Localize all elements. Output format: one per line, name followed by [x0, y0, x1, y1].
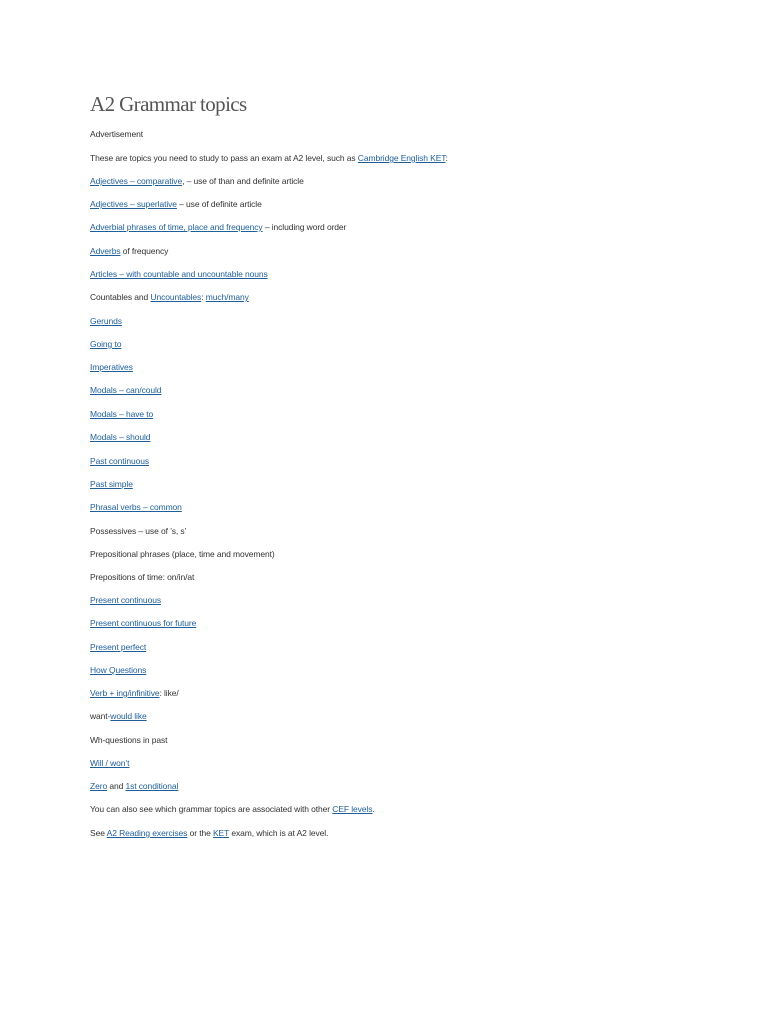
topic-link-much-many[interactable]: much/many	[205, 292, 249, 302]
intro-text: These are topics you need to study to pass an exam at A2 level, such as	[90, 153, 358, 163]
topic-separator: and	[107, 781, 126, 791]
topic-link-will-wont[interactable]: Will / won’t	[90, 758, 130, 768]
topic-item	[90, 781, 178, 792]
topic-item	[90, 456, 149, 467]
topic-link-adverbial-phrases[interactable]: Adverbial phrases of time, place and frequency	[90, 222, 263, 232]
topic-item	[90, 362, 133, 373]
topic-prefix: want-	[90, 711, 111, 721]
topic-item	[90, 618, 196, 629]
topic-item	[90, 711, 147, 722]
topic-link-how-questions[interactable]: How Questions	[90, 665, 147, 675]
see-paragraph	[90, 828, 328, 839]
topic-text-possessives: Possessives – use of ’s, s’	[90, 526, 187, 536]
topic-link-modals-should[interactable]: Modals – should	[90, 432, 151, 442]
topic-note: of frequency	[120, 246, 169, 256]
topic-link-would-like[interactable]: would like	[110, 711, 147, 721]
topic-item	[90, 549, 275, 560]
topic-link-uncountables[interactable]: Uncountables	[150, 292, 202, 302]
topic-link-adjectives-superlative[interactable]: Adjectives – superlative	[90, 199, 177, 209]
cef-text: You can also see which grammar topics are associated with other	[90, 804, 333, 814]
topic-item	[90, 385, 161, 396]
topic-note: , – use of than and definite article	[182, 176, 304, 186]
intro-suffix: :	[445, 153, 448, 163]
topic-item	[90, 409, 153, 420]
topic-item	[90, 642, 146, 653]
topic-link-modals-can-could[interactable]: Modals – can/could	[90, 385, 162, 395]
topic-separator: :	[201, 292, 206, 302]
topic-link-present-perfect[interactable]: Present perfect	[90, 642, 147, 652]
topic-link-past-simple[interactable]: Past simple	[90, 479, 133, 489]
topic-link-modals-have-to[interactable]: Modals – have to	[90, 409, 154, 419]
topic-text-wh-questions: Wh-questions in past	[90, 735, 168, 745]
see-suffix: exam, which is at A2 level.	[229, 828, 329, 838]
topic-item	[90, 316, 122, 327]
topic-item	[90, 176, 304, 187]
ket-link[interactable]: KET	[212, 828, 230, 838]
intro-paragraph	[90, 153, 448, 164]
topic-item	[90, 269, 268, 280]
topic-item	[90, 735, 167, 746]
topic-text-prepositional-phrases: Prepositional phrases (place, time and movement)	[90, 549, 275, 559]
topic-item	[90, 339, 121, 350]
a2-reading-link[interactable]: A2 Reading exercises	[106, 828, 188, 838]
topic-item	[90, 292, 249, 303]
topic-link-first-conditional[interactable]: 1st conditional	[125, 781, 179, 791]
topic-item	[90, 758, 129, 769]
cef-paragraph	[90, 804, 375, 815]
topic-prefix: Countables and	[90, 292, 151, 302]
topic-link-gerunds[interactable]: Gerunds	[90, 316, 122, 326]
topic-item	[90, 222, 346, 233]
cef-levels-link[interactable]: CEF levels	[332, 804, 373, 814]
topic-link-present-continuous[interactable]: Present continuous	[90, 595, 161, 605]
topic-link-verb-ing-infinitive[interactable]: Verb + ing/infinitive	[90, 688, 160, 698]
topic-link-past-continuous[interactable]: Past continuous	[90, 456, 149, 466]
topic-link-imperatives[interactable]: Imperatives	[90, 362, 133, 372]
see-mid: or the	[187, 828, 213, 838]
topic-item	[90, 595, 161, 606]
see-prefix: See	[90, 828, 107, 838]
advertisement-label: Advertisement	[90, 129, 144, 139]
topic-link-zero-conditional[interactable]: Zero	[90, 781, 108, 791]
topic-text-prepositions-of-time: Prepositions of time: on/in/at	[90, 572, 195, 582]
topic-item	[90, 479, 133, 490]
topic-note: – use of definite article	[176, 199, 262, 209]
topic-item	[90, 432, 150, 443]
topic-link-present-continuous-future[interactable]: Present continuous for future	[90, 618, 197, 628]
topic-item	[90, 199, 262, 210]
topic-item	[90, 246, 168, 257]
cambridge-ket-link[interactable]: Cambridge English KET	[357, 153, 446, 163]
topic-note: : like/	[159, 688, 179, 698]
topic-link-adjectives-comparative[interactable]: Adjectives – comparative	[90, 176, 183, 186]
topic-item	[90, 572, 194, 583]
topic-link-phrasal-verbs[interactable]: Phrasal verbs – common	[90, 502, 182, 512]
topic-link-adverbs[interactable]: Adverbs	[90, 246, 121, 256]
topic-link-going-to[interactable]: Going to	[90, 339, 122, 349]
topic-item	[90, 526, 186, 537]
topic-note: – including word order	[262, 222, 347, 232]
page-title: A2 Grammar topics	[90, 92, 247, 116]
topic-link-articles[interactable]: Articles – with countable and uncountable nouns	[90, 269, 268, 279]
cef-suffix: .	[372, 804, 375, 814]
topic-item	[90, 665, 146, 676]
topic-item	[90, 502, 182, 513]
topic-item	[90, 688, 179, 699]
